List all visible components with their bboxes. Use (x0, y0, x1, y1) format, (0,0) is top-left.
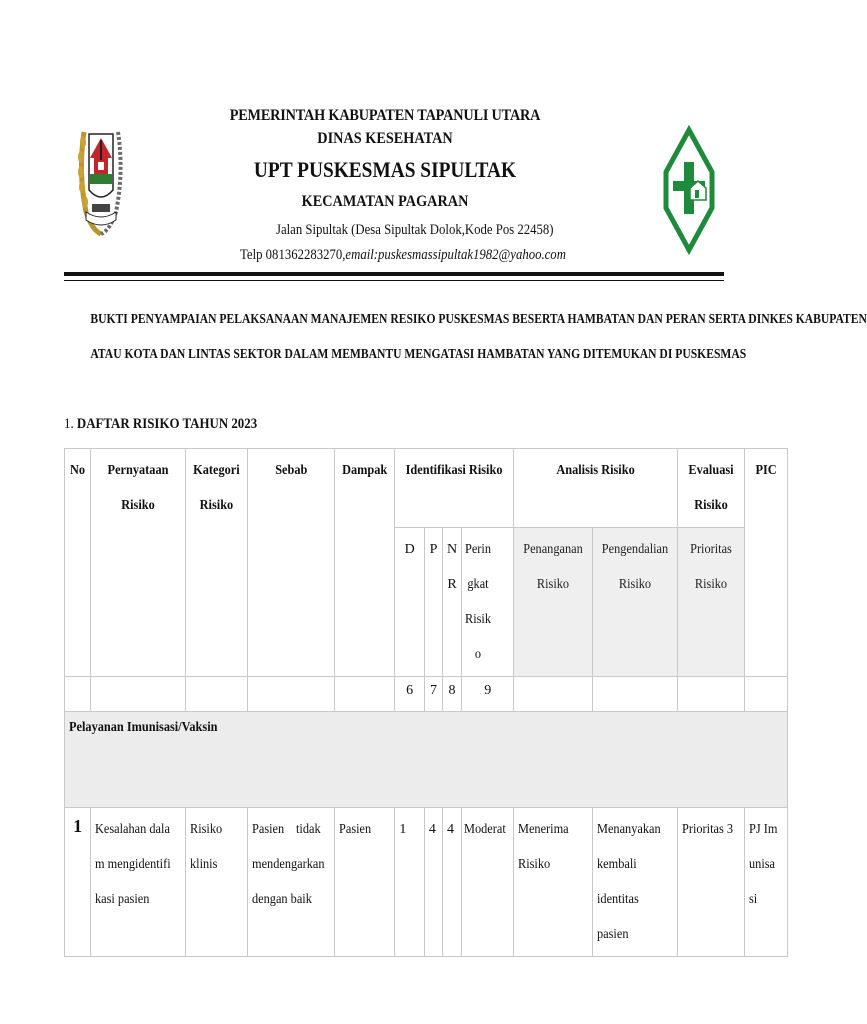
table-header-row (65, 449, 788, 528)
index-cell (514, 677, 593, 712)
letterhead (0, 0, 768, 290)
cell-prioritas-risiko: Prioritas 3 (678, 808, 745, 957)
subheader-nr: N R (443, 528, 462, 677)
header-pernyataan-risiko: Pernyataan Risiko (91, 449, 186, 677)
index-cell: 7 (424, 677, 442, 712)
header-pic: PIC (745, 449, 788, 677)
government-name: PEMERINTAH KABUPATEN TAPANULI UTARA (229, 107, 541, 124)
index-cell: 6 (395, 677, 425, 712)
phone-number: Telp 081362283270, (240, 247, 346, 263)
index-cell: 8 (443, 677, 462, 712)
letterhead-rule-thick (64, 272, 724, 276)
district-name: KECAMATAN PAGARAN (301, 193, 469, 210)
cell-d: 1 (395, 808, 425, 957)
cell-pengendalian-risiko: Menanyakan kembali identitas pasien (593, 808, 678, 957)
email-address: email:puskesmassipultak1982@yahoo.com (345, 247, 566, 263)
subheader-d: D (395, 528, 425, 677)
header-no: No (65, 449, 91, 677)
index-cell (91, 677, 186, 712)
index-cell (678, 677, 745, 712)
cell-p: 4 (424, 808, 442, 957)
cell-penanganan-risiko: Menerima Risiko (514, 808, 593, 957)
address-line: Jalan Sipultak (Desa Sipultak Dolok,Kode Pos 22458) (276, 222, 554, 238)
cell-sebab: Pasien tidak mendengarkan dengan baik (248, 808, 335, 957)
header-dampak: Dampak (335, 449, 395, 677)
regency-emblem-logo (76, 112, 126, 244)
risk-register-table (64, 448, 788, 957)
index-cell (745, 677, 788, 712)
section-label: DAFTAR RISIKO TAHUN 2023 (76, 416, 258, 432)
group-label: Pelayanan Imunisasi/Vaksin (65, 712, 788, 808)
table-index-row (65, 677, 788, 712)
table-row (65, 808, 788, 957)
subheader-penanganan-risiko: Penanganan Risiko (514, 528, 593, 677)
cell-pernyataan-risiko: Kesalahan dalam mengidentifikasi pasien (91, 808, 186, 957)
group-row (65, 712, 788, 808)
subheader-peringkat-risiko: Peringkat Risiko (462, 528, 514, 677)
header-kategori-risiko: Kategori Risiko (186, 449, 248, 677)
index-cell (335, 677, 395, 712)
letterhead-text (130, 104, 640, 214)
section-heading (64, 416, 257, 433)
header-identifikasi-risiko: Identifikasi Risiko (395, 449, 514, 528)
header-analisis-risiko: Analisis Risiko (514, 449, 678, 528)
row-number: 1 (65, 808, 91, 957)
cell-pic: PJ Imunisasi (745, 808, 788, 957)
cell-peringkat-risiko: Moderat (462, 808, 514, 957)
department-name: DINAS KESEHATAN (317, 130, 453, 147)
institution-name: UPT PUSKESMAS SIPULTAK (253, 157, 517, 182)
cell-nr: 4 (443, 808, 462, 957)
letterhead-rule-thin (64, 280, 724, 281)
cell-dampak: Pasien (335, 808, 395, 957)
index-cell (248, 677, 335, 712)
index-cell (593, 677, 678, 712)
subheader-pengendalian-risiko: Pengendalian Risiko (593, 528, 678, 677)
subheader-p: P (424, 528, 442, 677)
index-cell (65, 677, 91, 712)
contact-line (240, 247, 566, 264)
subheader-prioritas-risiko: Prioritas Risiko (678, 528, 745, 677)
cell-kategori-risiko: Risiko klinis (186, 808, 248, 957)
header-sebab: Sebab (248, 449, 335, 677)
header-evaluasi-risiko: Evaluasi Risiko (678, 449, 745, 528)
document-title-line-1: BUKTI PENYAMPAIAN PELAKSANAAN MANAJEMEN RESIKO PUSKESMAS BESERTA HAMBATAN DAN PERAN SERTA DINKES KABUPATEN (90, 311, 867, 326)
index-cell (186, 677, 248, 712)
puskesmas-logo (664, 128, 714, 252)
index-cell: 9 (462, 677, 514, 712)
section-number: 1. (64, 416, 74, 432)
document-title-line-2: ATAU KOTA DAN LINTAS SEKTOR DALAM MEMBANTU MENGATASI HAMBATAN YANG DITEMUKAN DI PUSKESMAS (90, 346, 747, 361)
